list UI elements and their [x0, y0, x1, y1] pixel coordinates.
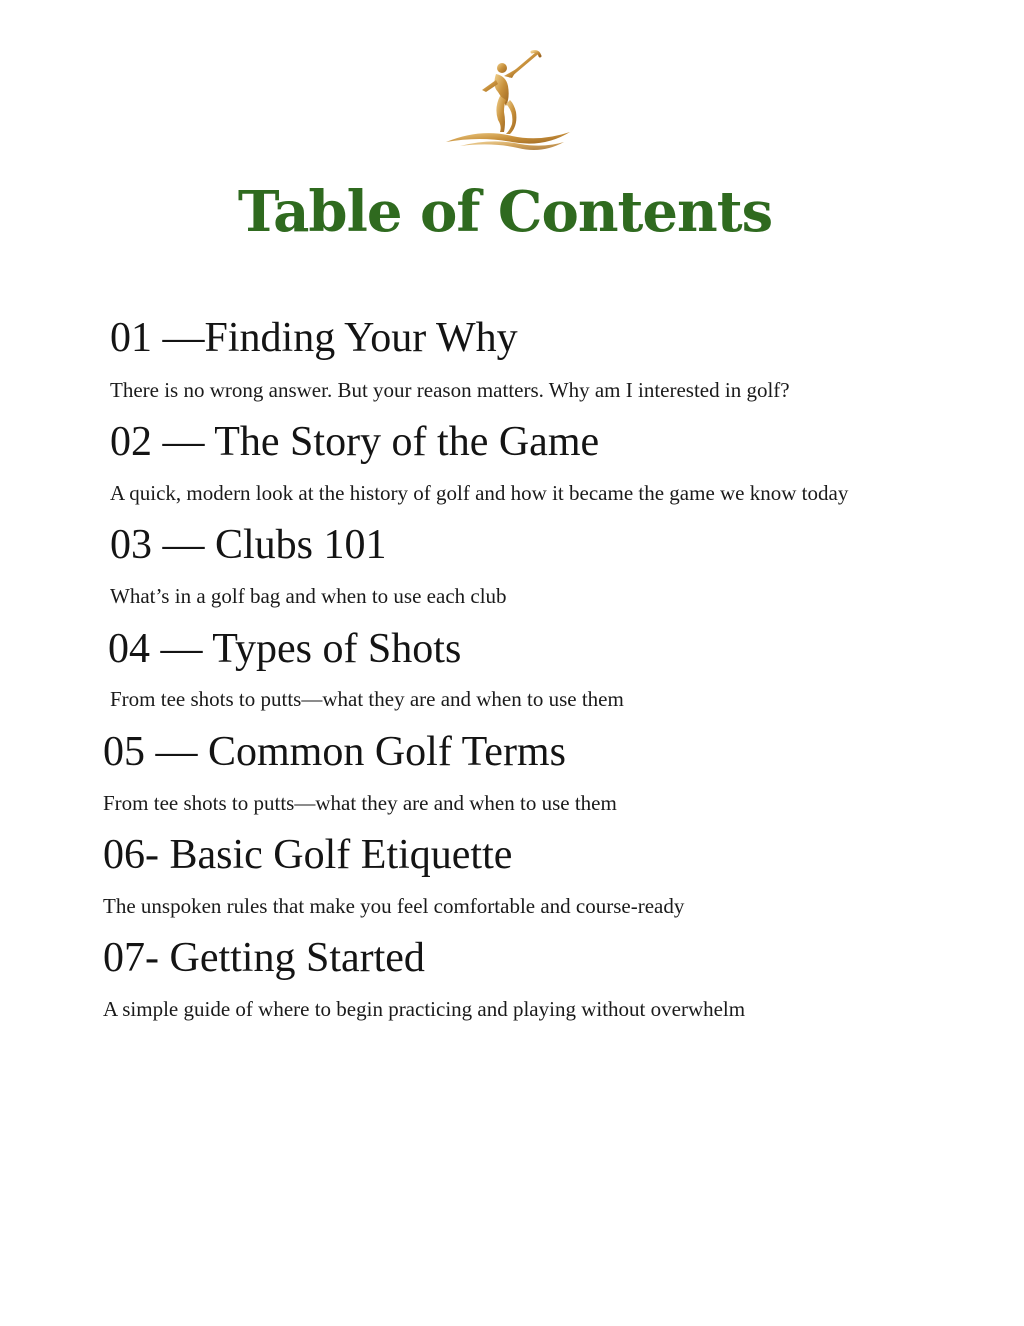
toc-heading: 07- Getting Started: [103, 935, 425, 981]
toc-entry-03[interactable]: [110, 521, 387, 569]
toc-entry-04[interactable]: [108, 625, 461, 673]
golfer-logo-icon: [440, 46, 576, 154]
toc-description: A simple guide of where to begin practicing and playing without overwhelm: [103, 997, 746, 1021]
toc-heading: 02 — The Story of the Game: [110, 419, 600, 465]
toc-heading: 03 — Clubs 101: [110, 522, 387, 568]
toc-description: A quick, modern look at the history of golf and how it became the game we know today: [110, 481, 849, 505]
toc-heading: 05 — Common Golf Terms: [103, 729, 566, 775]
toc-entry-01[interactable]: [110, 314, 518, 362]
toc-description: The unspoken rules that make you feel comfortable and course-ready: [103, 894, 685, 918]
toc-heading: 01 —Finding Your Why: [110, 315, 518, 361]
toc-description: From tee shots to putts—what they are and when to use them: [110, 687, 624, 711]
toc-entry-06[interactable]: [103, 831, 512, 879]
page-title: Table of Contents: [237, 179, 773, 245]
toc-description: What’s in a golf bag and when to use each club: [110, 584, 507, 608]
toc-entry-02[interactable]: [110, 418, 599, 466]
toc-entry-05[interactable]: [103, 728, 566, 776]
toc-description: From tee shots to putts—what they are and when to use them: [103, 791, 617, 815]
toc-description: There is no wrong answer. But your reason matters. Why am I interested in golf?: [110, 378, 790, 402]
toc-heading: 04 — Types of Shots: [108, 626, 462, 672]
toc-entry-07[interactable]: [103, 934, 425, 982]
toc-heading: 06- Basic Golf Etiquette: [103, 832, 513, 878]
